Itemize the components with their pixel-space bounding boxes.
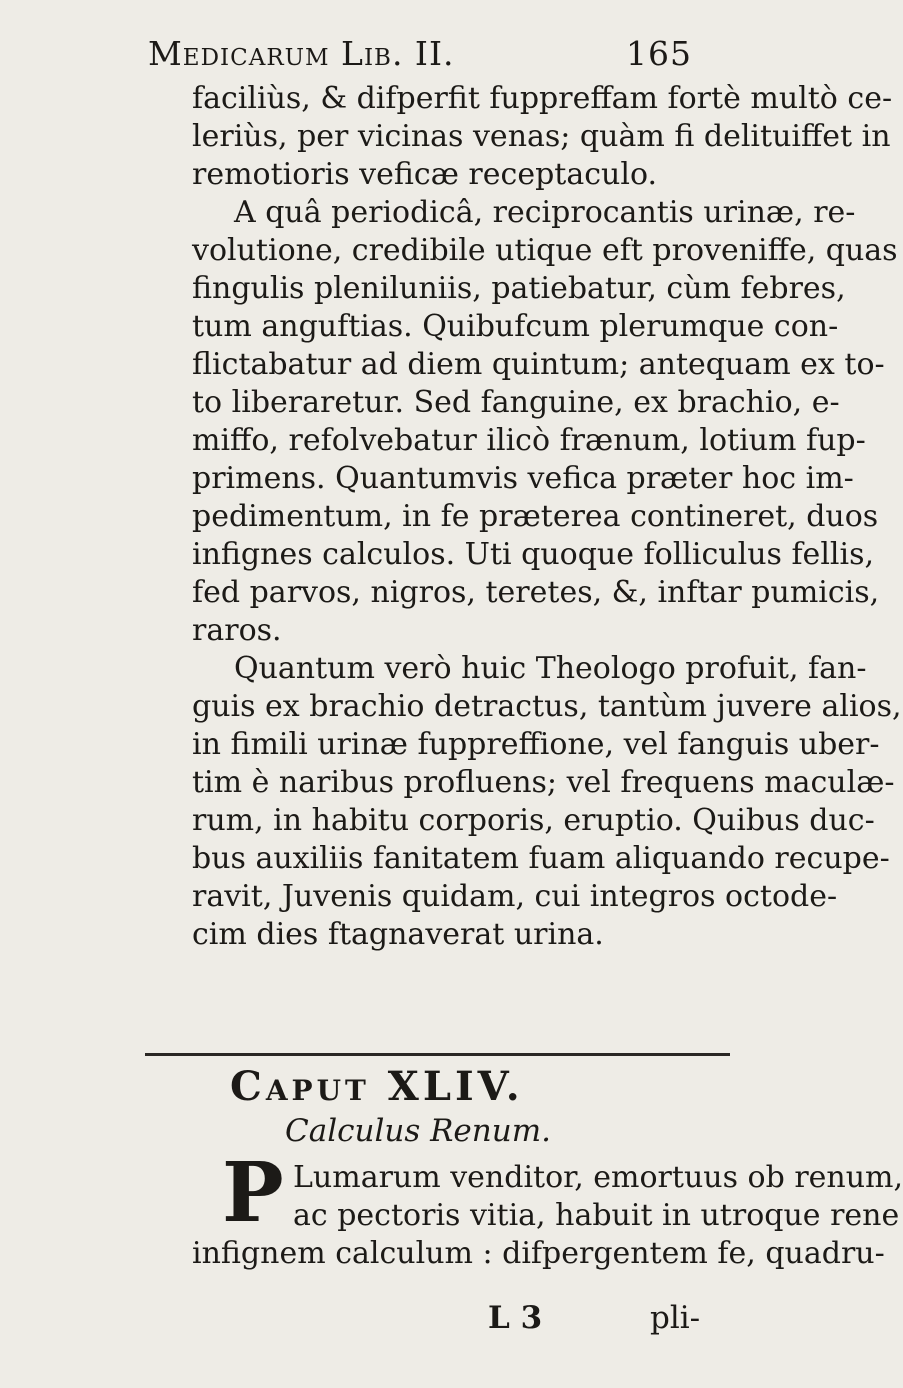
text-line: cim dies ftagnaverat urina. <box>192 917 604 952</box>
chapter-text-line: infignem calculum : difpergentem fe, quadru- <box>192 1236 885 1271</box>
text-line: Quantum verò huic Theologo profuit, fan- <box>234 651 867 686</box>
chapter-subtitle: Calculus Renum. <box>285 1113 551 1149</box>
text-line: to liberaretur. Sed fanguine, ex brachio, e- <box>192 385 840 420</box>
text-line: guis ex brachio detractus, tantùm juvere alios, <box>192 689 902 724</box>
running-head <box>148 34 748 73</box>
text-line: infignes calculos. Uti quoque folliculus fellis, <box>192 537 875 572</box>
text-line: in fimili urinæ fuppreffione, vel fanguis uber- <box>192 727 880 762</box>
text-line: bus auxiliis fanitatem fuam aliquando recupe- <box>192 841 890 876</box>
text-line: faciliùs, & difperfit fuppreffam fortè multò ce- <box>192 81 893 116</box>
chapter-text-line: Lumarum venditor, emortuus ob renum, <box>293 1160 903 1195</box>
chapter-divider-rule <box>145 1053 730 1056</box>
text-line: remotioris veficæ receptaculo. <box>192 157 658 192</box>
catchword: pli- <box>650 1300 701 1336</box>
text-line: miffo, refolvebatur ilicò frænum, lotium fup- <box>192 423 866 458</box>
running-head-title: Medicarum Lib. II. <box>148 34 455 73</box>
text-line: fed parvos, nigros, teretes, &, inftar pumicis, <box>192 575 880 610</box>
drop-cap: P <box>222 1145 284 1241</box>
text-line: primens. Quantumvis vefica præter hoc im- <box>192 461 854 496</box>
text-line: volutione, credibile utique eft proveniffe, quas <box>192 233 898 268</box>
text-line: tum anguftias. Quibufcum plerumque con- <box>192 309 839 344</box>
text-line: raros. <box>192 613 282 648</box>
chapter-heading: Caput XLIV. <box>230 1063 524 1110</box>
text-line: pedimentum, in fe præterea contineret, duos <box>192 499 879 534</box>
text-line: rum, in habitu corporis, eruptio. Quibus duc- <box>192 803 875 838</box>
text-line: fingulis pleniluniis, patiebatur, cùm febres, <box>192 271 846 306</box>
signature-mark: L 3 <box>488 1300 543 1336</box>
text-line: A quâ periodicâ, reciprocantis urinæ, re- <box>234 195 856 230</box>
text-line: flictabatur ad diem quintum; antequam ex to- <box>192 347 885 382</box>
text-line: ravit, Juvenis quidam, cui integros octode- <box>192 879 838 914</box>
text-line: leriùs, per vicinas venas; quàm fi delituiffet in <box>192 119 891 154</box>
page-number: 165 <box>626 34 692 73</box>
chapter-text-line: ac pectoris vitia, habuit in utroque rene <box>293 1198 900 1233</box>
text-line: tim è naribus profluens; vel frequens maculæ- <box>192 765 895 800</box>
